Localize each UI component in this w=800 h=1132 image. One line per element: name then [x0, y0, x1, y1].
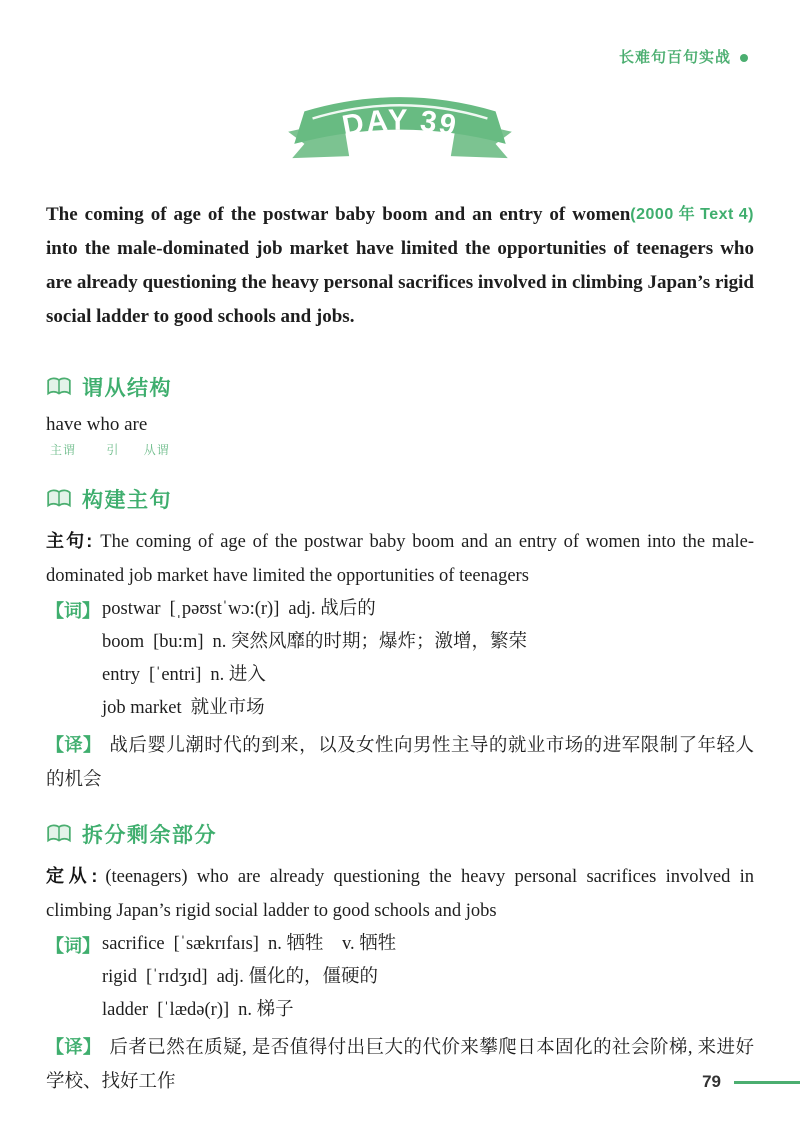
- svg-text:DAY 39: [340, 104, 461, 143]
- page-number: 79: [702, 1072, 721, 1091]
- section-heading: [46, 484, 754, 514]
- footer-rule: [734, 1081, 800, 1084]
- page-footer: [702, 1072, 800, 1092]
- section-title: 谓从结构: [82, 377, 172, 401]
- banner-label: DAY 39: [339, 103, 461, 144]
- word-entry: [102, 692, 754, 725]
- words-label: 【词】: [46, 936, 100, 957]
- word: boom: [102, 632, 145, 653]
- translation-label: 【译】: [46, 735, 102, 756]
- word: entry: [102, 665, 141, 686]
- sentence-source: (2000 年 Text 4): [630, 206, 754, 224]
- meaning: n. 牺牲 v. 牺牲: [267, 934, 397, 955]
- word: rigid: [102, 967, 137, 988]
- word: ladder: [102, 1000, 149, 1021]
- page-header: [0, 0, 800, 67]
- annotation-relative-word: 引: [106, 443, 120, 458]
- word-entries: [46, 593, 754, 725]
- translation-text: 战后婴儿潮时代的到来，以及女性向男性主导的就业市场的进军限制了年轻人的机会: [46, 736, 754, 791]
- clause-label: 主句:: [46, 531, 93, 552]
- relative-clause-paragraph: [46, 859, 754, 928]
- annotation-clause-predicate: 从谓: [143, 443, 170, 458]
- section-title: 拆分剩余部分: [82, 824, 217, 848]
- translation-label: 【译】: [46, 1037, 102, 1058]
- phonetic: [ˈlædə(r)]: [157, 1000, 230, 1021]
- word: sacrifice: [102, 934, 165, 955]
- phonetic: [ˈrɪdʒɪd]: [145, 967, 208, 988]
- word-entry: [102, 626, 754, 659]
- meaning: n. 突然风靡的时期；爆炸；激增，繁荣: [212, 632, 528, 653]
- section-title: 构建主句: [82, 489, 172, 513]
- meaning: n. 梯子: [238, 1000, 294, 1021]
- ribbon-icon: [278, 89, 522, 166]
- section-heading: [46, 819, 754, 849]
- main-clause-paragraph: [46, 524, 754, 593]
- word: postwar: [102, 599, 161, 620]
- clause-label: 定从:: [46, 866, 98, 887]
- open-book-icon: [46, 823, 72, 845]
- section-heading: [46, 372, 754, 402]
- phonetic: [ˈentri]: [149, 665, 202, 686]
- translation-entry: [46, 728, 754, 797]
- annotation-main-predicate: 主谓: [50, 443, 77, 458]
- phonetic: [ˌpəʊstˈwɔ:(r)]: [169, 599, 280, 620]
- chapter-title: 长难句百句实战: [618, 49, 731, 66]
- translation-entry: [46, 1030, 754, 1099]
- word-entries: [46, 928, 754, 1027]
- meaning: 就业市场: [190, 698, 265, 719]
- word-entry: [102, 928, 754, 961]
- clause-text: (teenagers) who are already questioning the heavy personal sacrifices involved in climbing Japan’s rigid social ladder to good schools and jobs: [46, 867, 755, 922]
- phonetic: [bu:m]: [153, 632, 204, 653]
- open-book-icon: [46, 376, 72, 398]
- bullet-dot-icon: [740, 54, 748, 62]
- grammar-annotations: [46, 441, 754, 458]
- word-entry: [102, 994, 754, 1027]
- sentence-text: The coming of age of the postwar baby boom and an entry of women into the male-dominated job market have limited the opportunities of teenagers who are already questioning the heavy personal sacrifices involved in climbing Japan’s rigid social ladder to good schools and jobs.: [46, 204, 754, 328]
- word-entry: [102, 593, 754, 626]
- section-predicate-structure: [0, 372, 800, 458]
- translation-text: 后者已然在质疑, 是否值得付出巨大的代价来攀爬日本固化的社会阶梯, 来进好学校、找好工作: [46, 1038, 755, 1093]
- clause-text: The coming of age of the postwar baby boom and an entry of women into the male-dominated job market have limited the opportunities of teenagers: [46, 532, 754, 587]
- day-banner: [278, 89, 522, 166]
- words-label: 【词】: [46, 601, 100, 622]
- featured-sentence: [46, 198, 754, 334]
- open-book-icon: [46, 488, 72, 510]
- word: job market: [102, 698, 182, 719]
- section-split-remainder: [0, 819, 800, 1099]
- predicate-phrase: have who are: [46, 414, 148, 436]
- meaning: n. 进入: [210, 665, 266, 686]
- meaning: adj. 战后的: [288, 599, 376, 620]
- word-entry: [102, 961, 754, 994]
- section-build-main-clause: [0, 484, 800, 797]
- word-entry: [102, 659, 754, 692]
- phonetic: [ˈsækrɪfaɪs]: [173, 934, 259, 955]
- meaning: adj. 僵化的，僵硬的: [216, 967, 378, 988]
